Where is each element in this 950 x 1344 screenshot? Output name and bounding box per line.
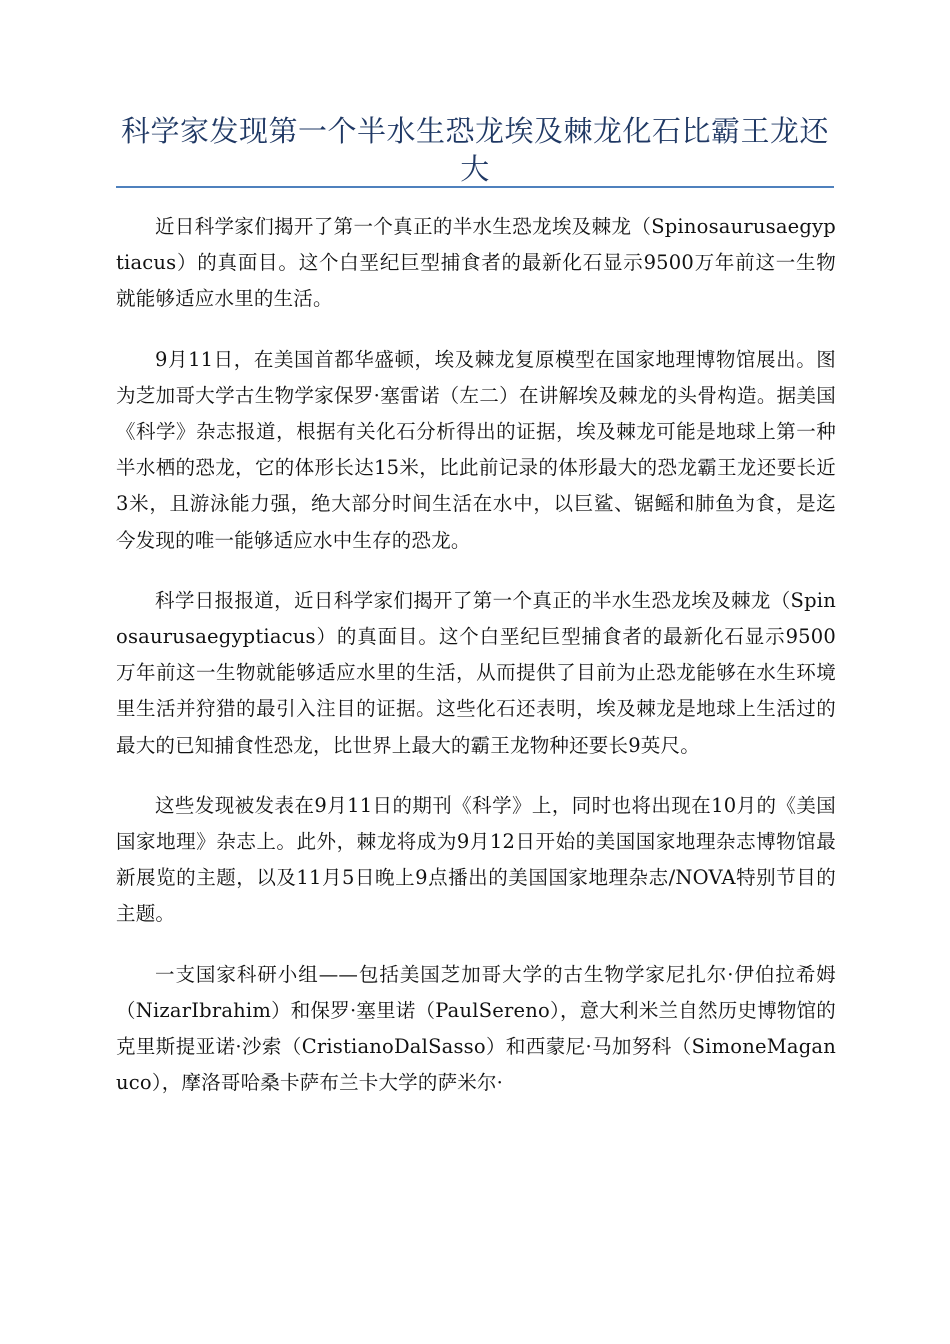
paragraph-4: 这些发现被发表在9月11日的期刊《科学》上，同时也将出现在10月的《美国国家地理》杂志上。此外，棘龙将成为9月12日开始的美国国家地理杂志博物馆最新展览的主题，以及11月5日晚上9点播出的美国国家地理杂志/NOVA特别节目的主题。 xyxy=(116,793,836,926)
paragraph-1: 近日科学家们揭开了第一个真正的半水生恐龙埃及棘龙（Spinosaurusaegyptiacus）的真面目。这个白垩纪巨型捕食者的最新化石显示9500万年前这一生物就能够适应水里的生活。 xyxy=(116,215,836,311)
paragraph-3: 科学日报报道，近日科学家们揭开了第一个真正的半水生恐龙埃及棘龙（Spinosaurusaegyptiacus）的真面目。这个白垩纪巨型捕食者的最新化石显示9500万年前这一生物就能够适应水里的生活，从而提供了目前为止恐龙能够在水生环境里生活并狩猎的最引入注目的证据。这些化石还表明，埃及棘龙是地球上生活过的最大的已知捕食性恐龙，比世界上最大的霸王龙物种还要长9英尺。 xyxy=(116,588,836,757)
title-underline xyxy=(116,186,834,188)
document-title: 科学家发现第一个半水生恐龙埃及棘龙化石比霸王龙还大 xyxy=(120,114,829,186)
paragraph-5: 一支国家科研小组——包括美国芝加哥大学的古生物学家尼扎尔·伊伯拉希姆（NizarIbrahim）和保罗·塞里诺（PaulSereno），意大利米兰自然历史博物馆的克里斯提亚诺·沙索（CristianoDalSasso）和西蒙尼·马加努科（SimoneMaganuco），摩洛哥哈桑卡萨布兰卡大学的萨米尔· xyxy=(116,962,836,1095)
document-body xyxy=(116,209,836,1125)
paragraph-2: 9月11日，在美国首都华盛顿，埃及棘龙复原模型在国家地理博物馆展出。图为芝加哥大学古生物学家保罗·塞雷诺（左二）在讲解埃及棘龙的头骨构造。据美国《科学》杂志报道，根据有关化石分析得出的证据，埃及棘龙可能是地球上第一种半水栖的恐龙，它的体形长达15米，比此前记录的体形最大的恐龙霸王龙还要长近3米，且游泳能力强，绝大部分时间生活在水中，以巨鲨、锯鳐和肺鱼为食，是迄今发现的唯一能够适应水中生存的恐龙。 xyxy=(116,347,836,552)
